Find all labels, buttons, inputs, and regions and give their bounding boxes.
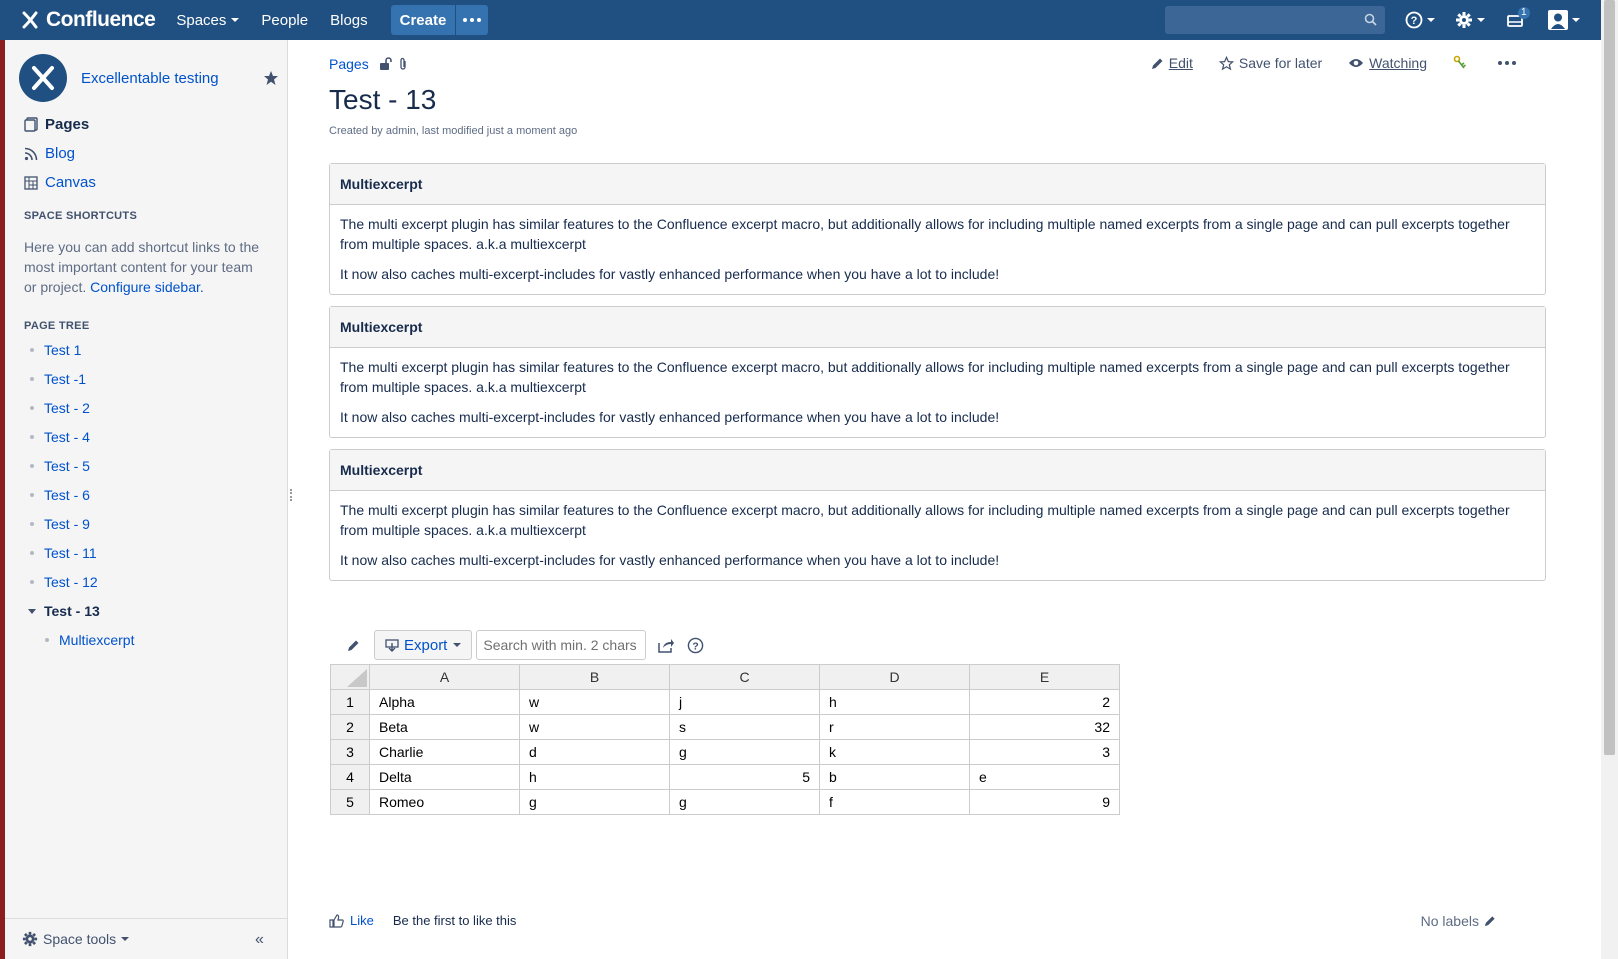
table-cell[interactable]: k (820, 740, 970, 765)
page-metadata: Created by admin, last modified just a moment ago (329, 125, 578, 137)
pencil-icon[interactable] (1484, 915, 1496, 927)
space-header (19, 54, 219, 102)
panel-body (330, 348, 1545, 437)
page-tree-item-label: Test - 9 (44, 516, 90, 532)
chevron-down-icon (231, 18, 239, 22)
panel-paragraph: It now also caches multi-excerpt-includes for vastly enhanced performance when you have a lot to include! (340, 409, 1000, 425)
nav-people[interactable] (250, 0, 319, 40)
like-bar (329, 913, 516, 928)
dot (463, 18, 467, 22)
page-actions (1125, 55, 1521, 71)
more-horizontal-icon (1498, 61, 1516, 65)
table-cell[interactable]: 3 (970, 740, 1120, 765)
page-scrollbar[interactable] (1601, 0, 1618, 959)
share-icon (658, 638, 675, 653)
nav-people-label: People (261, 11, 309, 29)
chevron-down-icon (121, 937, 129, 941)
table-cell[interactable]: Delta (370, 765, 520, 790)
page-tree-item-label: Test - 5 (44, 458, 90, 474)
bullet (30, 493, 34, 497)
corner-triangle-icon (347, 669, 367, 687)
page-tree-item-label: Test - 4 (44, 429, 90, 445)
space-logo-icon (27, 62, 59, 94)
export-icon (385, 638, 399, 652)
share-button[interactable] (1453, 55, 1472, 71)
save-for-later-button[interactable] (1219, 55, 1322, 71)
sidebar-resize-handle[interactable] (290, 489, 292, 501)
logo-text: Confluence (46, 8, 156, 31)
chevron-down-icon (1477, 18, 1485, 22)
svg-text:?: ? (1410, 15, 1418, 27)
gear-icon (1455, 11, 1473, 29)
sidebar-footer (5, 918, 288, 959)
save-for-later-label: Save for later (1238, 55, 1323, 71)
table-cell[interactable]: Charlie (370, 740, 520, 765)
page-tree-item-label: Test - 12 (44, 574, 98, 590)
table-row (331, 715, 1120, 740)
page-tree-item-label: Test 1 (44, 342, 82, 358)
bullet (30, 464, 34, 468)
chevron-down-icon (28, 609, 36, 614)
panel-title: Multiexcerpt (330, 450, 1545, 491)
table-cell[interactable]: d (520, 740, 670, 765)
space-shortcuts-heading: SPACE SHORTCUTS (24, 210, 138, 222)
like-label: Like (350, 913, 374, 928)
panel-title: Multiexcerpt (330, 307, 1545, 348)
page-tree-item-label: Multiexcerpt (59, 632, 135, 648)
star-icon[interactable] (263, 70, 279, 86)
top-navigation-bar (0, 0, 1618, 40)
panel-paragraph: The multi excerpt plugin has similar features to the Confluence excerpt macro, but additionally allows for including multiple named excerpts from a single page and can pull excerpts together from multiple spaces. a.k.a multiexcerpt (340, 502, 1510, 538)
table-toolbar (347, 630, 704, 660)
page-tree-item[interactable] (30, 371, 86, 387)
table-cell[interactable]: 5 (670, 765, 820, 790)
shortcuts-description: Here you can add shortcut links to the most important content for your team or project. (24, 239, 260, 295)
pencil-icon[interactable] (347, 639, 360, 652)
page-tree-item-label: Test - 2 (44, 400, 90, 416)
table-cell[interactable]: j (670, 690, 820, 715)
column-header[interactable]: B (520, 665, 670, 690)
edit-label: Edit (1168, 55, 1193, 71)
table-cell[interactable]: g (670, 790, 820, 815)
row-header[interactable]: 1 (331, 690, 370, 715)
panel-paragraph: The multi excerpt plugin has similar features to the Confluence excerpt macro, but additionally allows for including multiple named excerpts from a single page and can pull excerpts together from multiple spaces. a.k.a multiexcerpt (340, 216, 1510, 252)
gear-icon (22, 931, 38, 947)
page-tree-item[interactable] (30, 458, 90, 474)
column-header-row (331, 665, 1120, 690)
sidebar-item-pages[interactable] (23, 116, 89, 133)
table-row (331, 740, 1120, 765)
column-header[interactable]: E (970, 665, 1120, 690)
canvas-icon (23, 175, 39, 191)
svg-text:?: ? (692, 640, 700, 652)
settings-menu[interactable] (1455, 10, 1485, 30)
confluence-logo[interactable] (22, 8, 155, 32)
bullet (45, 638, 49, 642)
row-header[interactable]: 3 (331, 740, 370, 765)
space-tools-label: Space tools (43, 931, 117, 947)
more-actions-button[interactable] (1498, 61, 1521, 65)
confluence-x-icon (22, 10, 44, 30)
panel-body (330, 491, 1545, 580)
sidebar-item-canvas[interactable] (23, 174, 96, 191)
export-label: Export (404, 636, 448, 654)
collapse-sidebar-button[interactable] (255, 931, 264, 949)
multiexcerpt-panel (329, 306, 1546, 438)
page-tree-heading: PAGE TREE (24, 320, 90, 332)
chevron-down-icon (453, 643, 461, 647)
page-tree-child-item[interactable] (45, 632, 134, 648)
nav-blogs-label: Blogs (330, 11, 368, 29)
table-cell[interactable]: 9 (970, 790, 1120, 815)
table-cell[interactable]: h (820, 690, 970, 715)
table-row (331, 765, 1120, 790)
double-chevron-left-icon: « (255, 931, 264, 948)
labels-text: No labels (1420, 913, 1479, 929)
blog-icon (23, 146, 39, 162)
space-logo[interactable] (19, 54, 67, 102)
table-cell[interactable]: w (520, 715, 670, 740)
page-tree-item[interactable] (30, 545, 97, 561)
create-more-button[interactable] (456, 5, 488, 35)
share-table-button[interactable] (658, 638, 675, 653)
table-cell[interactable]: s (670, 715, 820, 740)
page-tree-item[interactable] (30, 342, 81, 358)
column-header[interactable]: D (820, 665, 970, 690)
bullet (30, 551, 34, 555)
chevron-down-icon (1427, 18, 1435, 22)
page-tree-item[interactable] (30, 516, 90, 532)
help-icon (687, 637, 704, 654)
user-avatar-icon (1548, 10, 1568, 30)
page-title: Test - 13 (329, 84, 437, 115)
bullet (30, 522, 34, 526)
panel-paragraph: The multi excerpt plugin has similar features to the Confluence excerpt macro, but additionally allows for including multiple named excerpts from a single page and can pull excerpts together from multiple spaces. a.k.a multiexcerpt (340, 359, 1510, 395)
multiexcerpt-panel (329, 163, 1546, 295)
table-cell[interactable]: h (520, 765, 670, 790)
dot (470, 18, 474, 22)
eye-icon (1348, 57, 1364, 69)
attachment-icon[interactable] (398, 57, 408, 71)
search-icon (1364, 13, 1377, 26)
nav-blogs[interactable] (319, 0, 379, 40)
sidebar-item-label: Pages (45, 116, 90, 133)
like-summary: Be the first to like this (392, 913, 517, 928)
page-tree-item-label: Test -1 (44, 371, 87, 387)
page-tree-item-label: Test - 11 (44, 545, 97, 561)
panel-paragraph: It now also caches multi-excerpt-includes for vastly enhanced performance when you have a lot to include! (340, 552, 1000, 568)
space-tools-button[interactable] (22, 931, 129, 947)
sidebar-item-label: Blog (45, 145, 76, 162)
select-all-corner[interactable] (331, 665, 370, 690)
user-menu[interactable] (1548, 10, 1580, 30)
table-cell[interactable]: 32 (970, 715, 1120, 740)
space-sidebar (5, 40, 288, 959)
multiexcerpt-panel (329, 449, 1546, 581)
row-header[interactable]: 4 (331, 765, 370, 790)
page-tree-item[interactable] (30, 429, 90, 445)
star-outline-icon (1219, 56, 1234, 71)
watching-label: Watching (1369, 55, 1427, 71)
table-cell[interactable]: g (520, 790, 670, 815)
row-header[interactable]: 5 (331, 790, 370, 815)
unlock-icon[interactable] (379, 57, 392, 71)
page-tree-item-current[interactable] (30, 603, 100, 619)
configure-sidebar-link[interactable]: Configure sidebar. (90, 279, 204, 295)
excellentable-sheet (330, 664, 1120, 815)
thumbs-up-icon (329, 914, 344, 928)
panel-paragraph: It now also caches multi-excerpt-includes for vastly enhanced performance when you have a lot to include! (340, 266, 1000, 282)
help-menu[interactable] (1405, 10, 1435, 30)
bullet (30, 580, 34, 584)
space-shortcuts-text (24, 237, 264, 297)
share-key-icon (1453, 55, 1467, 71)
notifications-button[interactable] (1506, 7, 1527, 30)
table-cell[interactable]: e (970, 765, 1120, 790)
table-cell[interactable]: b (820, 765, 970, 790)
table-cell[interactable]: w (520, 690, 670, 715)
pages-icon (23, 117, 39, 133)
page-tree-item[interactable] (30, 574, 98, 590)
scrollbar-thumb[interactable] (1604, 0, 1615, 755)
sidebar-item-label: Canvas (45, 174, 96, 191)
column-header[interactable]: C (670, 665, 820, 690)
bullet (30, 348, 34, 352)
watching-button[interactable] (1348, 55, 1427, 71)
table-cell[interactable]: 2 (970, 690, 1120, 715)
nav-spaces[interactable] (165, 0, 250, 40)
column-header[interactable]: A (370, 665, 520, 690)
notification-count-badge: 1 (1518, 7, 1530, 19)
help-icon (1405, 11, 1423, 29)
table-cell[interactable]: f (820, 790, 970, 815)
main-content (329, 40, 1559, 959)
table-cell[interactable]: Alpha (370, 690, 520, 715)
edit-button[interactable] (1151, 55, 1193, 71)
space-name-link[interactable]: Excellentable testing (81, 69, 219, 87)
table-cell[interactable]: Beta (370, 715, 520, 740)
header-search-input[interactable] (1165, 6, 1385, 34)
page-tree-item[interactable] (30, 400, 90, 416)
table-row (331, 790, 1120, 815)
sidebar-item-blog[interactable] (23, 145, 75, 162)
bullet (30, 406, 34, 410)
nav-spaces-label: Spaces (176, 11, 227, 29)
table-help-button[interactable] (687, 637, 704, 654)
breadcrumb-pages-link[interactable]: Pages (329, 56, 369, 72)
page-tree-item[interactable] (30, 487, 90, 503)
table-search-input[interactable] (476, 630, 646, 660)
table-row (331, 690, 1120, 715)
table-cell[interactable]: Romeo (370, 790, 520, 815)
labels-section (1421, 913, 1496, 929)
like-button[interactable] (329, 913, 374, 928)
row-header[interactable]: 2 (331, 715, 370, 740)
dot (477, 18, 481, 22)
page-tree-item-label: Test - 6 (44, 487, 90, 503)
create-button[interactable]: Create (391, 5, 456, 35)
chevron-down-icon (1572, 18, 1580, 22)
table-cell[interactable]: g (670, 740, 820, 765)
breadcrumb (329, 56, 408, 72)
export-button[interactable] (374, 630, 472, 660)
panel-title: Multiexcerpt (330, 164, 1545, 205)
bullet (30, 435, 34, 439)
panel-body (330, 205, 1545, 294)
bullet (30, 377, 34, 381)
pencil-icon (1151, 57, 1164, 70)
table-cell[interactable]: r (820, 715, 970, 740)
page-tree-item-label: Test - 13 (44, 603, 100, 619)
